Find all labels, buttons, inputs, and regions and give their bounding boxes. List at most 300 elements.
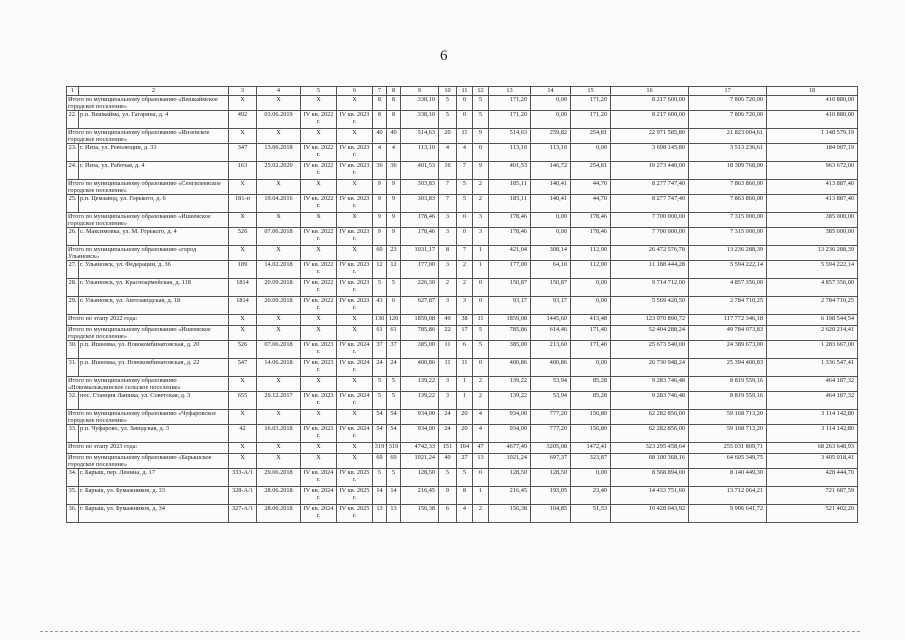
- row-number: 26.: [67, 228, 79, 246]
- address-cell: р.п. Вешкайма, ул. Гагарина, д. 4: [79, 111, 229, 129]
- value-cell-c8: 54: [387, 425, 401, 443]
- value-cell-c14: 0,00: [531, 111, 571, 129]
- resettle-plan-cell: X: [301, 246, 337, 261]
- value-cell-c13: 185,11: [489, 180, 531, 195]
- value-cell-c8: 9: [387, 180, 401, 195]
- doc-date-cell: 13.06.2018: [257, 144, 301, 162]
- doc-number-cell: 163: [229, 162, 257, 180]
- value-cell-c7: 37: [373, 341, 387, 359]
- value-cell-c15: 0,00: [571, 144, 611, 162]
- value-cell-c16: 8 217 600,00: [611, 96, 689, 111]
- value-cell-c16: 5 569 420,50: [611, 297, 689, 315]
- doc-number-cell: 526: [229, 228, 257, 246]
- resettle-plan-cell: IV кв. 2022 г.: [301, 297, 337, 315]
- subtotal-row: [67, 180, 858, 195]
- value-cell-c13: 785,86: [489, 326, 531, 341]
- value-cell-c8: 9: [387, 213, 401, 228]
- value-cell-c16: 26 730 948,24: [611, 359, 689, 377]
- value-cell-c12: 9: [473, 162, 489, 180]
- value-cell-c11: 17: [457, 326, 473, 341]
- value-cell-c9: 226,30: [401, 279, 439, 297]
- resettle-plan-cell: X: [301, 326, 337, 341]
- value-cell-c13: 401,53: [489, 162, 531, 180]
- value-cell-c16: 123 970 890,72: [611, 315, 689, 326]
- value-cell-c8: 6: [387, 297, 401, 315]
- value-cell-c9: 401,53: [401, 162, 439, 180]
- header-row: [67, 87, 858, 96]
- doc-number-cell: X: [229, 410, 257, 425]
- value-cell-c17: 7 315 000,00: [689, 228, 767, 246]
- value-cell-c10: 22: [439, 326, 457, 341]
- demolition-plan-cell: X: [337, 213, 373, 228]
- value-cell-c7: 60: [373, 246, 387, 261]
- resettle-plan-cell: X: [301, 180, 337, 195]
- row-number: 31.: [67, 359, 79, 377]
- value-cell-c8: 319: [387, 443, 401, 454]
- value-cell-c9: 934,00: [401, 410, 439, 425]
- value-cell-c17: 3 513 236,61: [689, 144, 767, 162]
- resettle-plan-cell: X: [301, 315, 337, 326]
- value-cell-c18: 410 880,00: [767, 96, 858, 111]
- value-cell-c18: 963 672,00: [767, 162, 858, 180]
- value-cell-c18: 1 336 547,41: [767, 359, 858, 377]
- value-cell-c18: 413 887,40: [767, 180, 858, 195]
- row-number: 35.: [67, 487, 79, 505]
- demolition-plan-cell: X: [337, 180, 373, 195]
- value-cell-c17: 7 315 000,00: [689, 213, 767, 228]
- value-cell-c15: 112,90: [571, 261, 611, 279]
- value-cell-c13: 171,20: [489, 96, 531, 111]
- value-cell-c17: 9 906 641,72: [689, 505, 767, 523]
- value-cell-c14: 777,20: [531, 410, 571, 425]
- table-row: [67, 228, 858, 246]
- demolition-plan-cell: IV кв. 2024 г.: [337, 341, 373, 359]
- value-cell-c16: 10 428 043,92: [611, 505, 689, 523]
- value-cell-c16: 3 698 145,80: [611, 144, 689, 162]
- value-cell-c8: 8: [387, 96, 401, 111]
- stage-total-row: [67, 443, 858, 454]
- doc-number-cell: 655: [229, 392, 257, 410]
- value-cell-c10: 3: [439, 297, 457, 315]
- value-cell-c17: 59 168 713,20: [689, 410, 767, 425]
- value-cell-c9: 627,87: [401, 297, 439, 315]
- value-cell-c14: 140,41: [531, 195, 571, 213]
- stage-total-row: [67, 315, 858, 326]
- doc-number-cell: X: [229, 443, 257, 454]
- table-row: [67, 297, 858, 315]
- value-cell-c18: 2 784 710,25: [767, 297, 858, 315]
- value-cell-c11: 11: [457, 129, 473, 144]
- demolition-plan-cell: IV кв. 2023 г.: [337, 297, 373, 315]
- value-cell-c15: 0,00: [571, 359, 611, 377]
- value-cell-c17: 25 394 400,83: [689, 359, 767, 377]
- value-cell-c9: 785,86: [401, 326, 439, 341]
- subtotal-row: [67, 246, 858, 261]
- value-cell-c14: 113,10: [531, 144, 571, 162]
- value-cell-c8: 40: [387, 129, 401, 144]
- value-cell-c10: 11: [439, 341, 457, 359]
- value-cell-c18: 464 187,32: [767, 377, 858, 392]
- value-cell-c15: 254,81: [571, 162, 611, 180]
- value-cell-c10: 6: [439, 505, 457, 523]
- value-cell-c13: 1021,24: [489, 454, 531, 469]
- value-cell-c15: 178,46: [571, 228, 611, 246]
- value-cell-c9: 1859,08: [401, 315, 439, 326]
- table-row: [67, 341, 858, 359]
- header-cell: 14: [531, 87, 571, 96]
- resettle-plan-cell: IV кв. 2024 г.: [301, 469, 337, 487]
- value-cell-c13: 514,63: [489, 129, 531, 144]
- resettle-plan-cell: X: [301, 213, 337, 228]
- value-cell-c7: 5: [373, 279, 387, 297]
- value-cell-c10: 151: [439, 443, 457, 454]
- value-cell-c16: 7 700 000,00: [611, 228, 689, 246]
- value-cell-c9: 178,46: [401, 213, 439, 228]
- value-cell-c17: 7 806 720,00: [689, 96, 767, 111]
- value-cell-c9: 385,00: [401, 341, 439, 359]
- value-cell-c7: 24: [373, 359, 387, 377]
- header-cell: 12: [473, 87, 489, 96]
- doc-number-cell: X: [229, 96, 257, 111]
- value-cell-c15: 23,40: [571, 487, 611, 505]
- value-cell-c10: 3: [439, 228, 457, 246]
- value-cell-c9: 156,38: [401, 505, 439, 523]
- value-cell-c15: 156,80: [571, 425, 611, 443]
- value-cell-c12: 13: [473, 454, 489, 469]
- doc-number-cell: 327-А/1: [229, 505, 257, 523]
- table-row: [67, 279, 858, 297]
- row-number: 34.: [67, 469, 79, 487]
- value-cell-c13: 178,46: [489, 213, 531, 228]
- subtotal-label: Итого по муниципальному образованию «Вешкаймское городское поселение»: [67, 96, 229, 111]
- value-cell-c12: 1: [473, 261, 489, 279]
- row-number: 32.: [67, 392, 79, 410]
- value-cell-c11: 5: [457, 195, 473, 213]
- value-cell-c7: 54: [373, 425, 387, 443]
- value-cell-c11: 7: [457, 246, 473, 261]
- value-cell-c10: 3: [439, 261, 457, 279]
- doc-number-cell: 526: [229, 341, 257, 359]
- doc-number-cell: 492: [229, 111, 257, 129]
- value-cell-c7: 14: [373, 487, 387, 505]
- doc-number-cell: 189: [229, 261, 257, 279]
- value-cell-c7: 40: [373, 129, 387, 144]
- value-cell-c16: 25 673 540,00: [611, 341, 689, 359]
- value-cell-c15: 44,70: [571, 180, 611, 195]
- doc-date-cell: 14.06.2018: [257, 359, 301, 377]
- demolition-plan-cell: X: [337, 443, 373, 454]
- header-cell: 10: [439, 87, 457, 96]
- row-number: 30.: [67, 341, 79, 359]
- value-cell-c8: 23: [387, 246, 401, 261]
- header-cell: 4: [257, 87, 301, 96]
- subtotal-label: Итого по муниципальному образованию «Барышское городское поселение»: [67, 454, 229, 469]
- header-cell: 17: [689, 87, 767, 96]
- value-cell-c17: 5 594 222,14: [689, 261, 767, 279]
- doc-date-cell: 14.02.2018: [257, 261, 301, 279]
- value-cell-c13: 150,87: [489, 279, 531, 297]
- value-cell-c14: 1445,60: [531, 315, 571, 326]
- value-cell-c12: 1: [473, 487, 489, 505]
- doc-number-cell: 347: [229, 144, 257, 162]
- value-cell-c12: 0: [473, 359, 489, 377]
- address-cell: пос. Станция Лаишка, ул. Советская, д. 3: [79, 392, 229, 410]
- doc-number-cell: X: [229, 326, 257, 341]
- value-cell-c7: 12: [373, 261, 387, 279]
- value-cell-c10: 3: [439, 213, 457, 228]
- value-cell-c14: 697,37: [531, 454, 571, 469]
- value-cell-c18: 3 114 142,80: [767, 410, 858, 425]
- demolition-plan-cell: IV кв. 2023 г.: [337, 195, 373, 213]
- resettle-plan-cell: IV кв. 2023 г.: [301, 392, 337, 410]
- value-cell-c14: 777,20: [531, 425, 571, 443]
- value-cell-c18: 68 263 648,93: [767, 443, 858, 454]
- value-cell-c12: 4: [473, 410, 489, 425]
- value-cell-c10: 7: [439, 180, 457, 195]
- row-number: 27.: [67, 261, 79, 279]
- demolition-plan-cell: X: [337, 96, 373, 111]
- housing-program-table: [66, 86, 858, 523]
- value-cell-c16: 9 283 746,48: [611, 377, 689, 392]
- resettle-plan-cell: X: [301, 96, 337, 111]
- value-cell-c16: 323 295 458,64: [611, 443, 689, 454]
- value-cell-c8: 4: [387, 144, 401, 162]
- value-cell-c17: 8 819 559,16: [689, 377, 767, 392]
- value-cell-c12: 0: [473, 469, 489, 487]
- doc-number-cell: 547: [229, 359, 257, 377]
- demolition-plan-cell: IV кв. 2023 г.: [337, 111, 373, 129]
- value-cell-c15: 171,20: [571, 96, 611, 111]
- value-cell-c10: 5: [439, 111, 457, 129]
- value-cell-c8: 5: [387, 377, 401, 392]
- value-cell-c13: 216,45: [489, 487, 531, 505]
- value-cell-c16: 68 100 368,16: [611, 454, 689, 469]
- value-cell-c9: 514,63: [401, 129, 439, 144]
- value-cell-c13: 934,00: [489, 410, 531, 425]
- demolition-plan-cell: IV кв. 2025 г.: [337, 487, 373, 505]
- value-cell-c14: 193,05: [531, 487, 571, 505]
- value-cell-c18: 413 887,40: [767, 195, 858, 213]
- value-cell-c11: 8: [457, 487, 473, 505]
- value-cell-c12: 3: [473, 213, 489, 228]
- row-number: 28.: [67, 279, 79, 297]
- value-cell-c17: 7 863 860,00: [689, 195, 767, 213]
- value-cell-c7: 319: [373, 443, 387, 454]
- value-cell-c10: 9: [439, 487, 457, 505]
- subtotal-label: Итого по муниципальному образованию «Чуфаровское городское поселение»: [67, 410, 229, 425]
- table-row: [67, 425, 858, 443]
- value-cell-c18: 721 687,59: [767, 487, 858, 505]
- value-cell-c7: 36: [373, 162, 387, 180]
- doc-date-cell: X: [257, 213, 301, 228]
- value-cell-c8: 37: [387, 341, 401, 359]
- doc-date-cell: 16.03.2018: [257, 425, 301, 443]
- subtotal-label: Итого по муниципальному образованию «Новомалыклинское сельское поселение»: [67, 377, 229, 392]
- value-cell-c15: 178,46: [571, 213, 611, 228]
- value-cell-c18: 13 236 288,39: [767, 246, 858, 261]
- doc-date-cell: 19.04.2016: [257, 195, 301, 213]
- table-row: [67, 195, 858, 213]
- value-cell-c7: 43: [373, 297, 387, 315]
- value-cell-c14: 93,17: [531, 297, 571, 315]
- resettle-plan-cell: IV кв. 2022 г.: [301, 279, 337, 297]
- address-cell: г. Инза, ул. Рабочая, д. 4: [79, 162, 229, 180]
- value-cell-c13: 171,20: [489, 111, 531, 129]
- value-cell-c11: 1: [457, 392, 473, 410]
- value-cell-c9: 216,45: [401, 487, 439, 505]
- value-cell-c18: 410 880,00: [767, 111, 858, 129]
- value-cell-c10: 24: [439, 425, 457, 443]
- value-cell-c14: 308,14: [531, 246, 571, 261]
- value-cell-c7: 9: [373, 228, 387, 246]
- resettle-plan-cell: IV кв. 2022 г.: [301, 162, 337, 180]
- value-cell-c9: 1031,17: [401, 246, 439, 261]
- value-cell-c17: 7 806 720,00: [689, 111, 767, 129]
- value-cell-c12: 2: [473, 392, 489, 410]
- value-cell-c12: 2: [473, 377, 489, 392]
- page-bottom-edge: [40, 631, 860, 632]
- table-row: [67, 469, 858, 487]
- value-cell-c9: 128,50: [401, 469, 439, 487]
- value-cell-c16: 8 277 747,40: [611, 180, 689, 195]
- value-cell-c16: 62 282 856,00: [611, 410, 689, 425]
- resettle-plan-cell: IV кв. 2022 г.: [301, 261, 337, 279]
- value-cell-c14: 400,86: [531, 359, 571, 377]
- resettle-plan-cell: IV кв. 2022 г.: [301, 228, 337, 246]
- subtotal-label: Итого по муниципальному образованию «Сенгилеевское городское поселение»: [67, 180, 229, 195]
- value-cell-c8: 9: [387, 228, 401, 246]
- demolition-plan-cell: IV кв. 2024 г.: [337, 359, 373, 377]
- demolition-plan-cell: X: [337, 410, 373, 425]
- doc-date-cell: 20.09.2018: [257, 279, 301, 297]
- resettle-plan-cell: X: [301, 443, 337, 454]
- header-cell: 1: [67, 87, 79, 96]
- value-cell-c15: 413,48: [571, 315, 611, 326]
- value-cell-c7: 5: [373, 469, 387, 487]
- value-cell-c13: 421,04: [489, 246, 531, 261]
- value-cell-c14: 0,00: [531, 228, 571, 246]
- doc-date-cell: 07.06.2018: [257, 341, 301, 359]
- value-cell-c13: 139,22: [489, 392, 531, 410]
- value-cell-c17: 24 389 673,00: [689, 341, 767, 359]
- demolition-plan-cell: X: [337, 315, 373, 326]
- subtotal-label: Итого по муниципальному образованию «город Ульяновск»: [67, 246, 229, 261]
- value-cell-c11: 5: [457, 180, 473, 195]
- subtotal-row: [67, 454, 858, 469]
- value-cell-c12: 2: [473, 195, 489, 213]
- value-cell-c7: 54: [373, 410, 387, 425]
- demolition-plan-cell: X: [337, 246, 373, 261]
- address-cell: р.п. Чуфарово, ул. Заводская, д. 3: [79, 425, 229, 443]
- value-cell-c11: 4: [457, 144, 473, 162]
- value-cell-c8: 120: [387, 315, 401, 326]
- value-cell-c16: 7 700 000,00: [611, 213, 689, 228]
- value-cell-c12: 2: [473, 180, 489, 195]
- value-cell-c15: 156,80: [571, 410, 611, 425]
- value-cell-c9: 113,10: [401, 144, 439, 162]
- value-cell-c18: 6 198 544,54: [767, 315, 858, 326]
- value-cell-c11: 1: [457, 377, 473, 392]
- value-cell-c8: 9: [387, 195, 401, 213]
- demolition-plan-cell: X: [337, 377, 373, 392]
- doc-date-cell: X: [257, 96, 301, 111]
- subtotal-label: Итого по муниципальному образованию «Инзенское городское поселение»: [67, 129, 229, 144]
- value-cell-c16: 9 283 746,48: [611, 392, 689, 410]
- value-cell-c8: 36: [387, 162, 401, 180]
- value-cell-c14: 259,82: [531, 129, 571, 144]
- value-cell-c11: 38: [457, 315, 473, 326]
- doc-number-cell: 181-п: [229, 195, 257, 213]
- value-cell-c14: 146,72: [531, 162, 571, 180]
- demolition-plan-cell: IV кв. 2024 г.: [337, 392, 373, 410]
- doc-date-cell: X: [257, 246, 301, 261]
- doc-number-cell: X: [229, 129, 257, 144]
- address-cell: г. Ульяновск, ул. Красноармейская, д. 118: [79, 279, 229, 297]
- value-cell-c9: 338,10: [401, 96, 439, 111]
- demolition-plan-cell: X: [337, 454, 373, 469]
- value-cell-c15: 323,87: [571, 454, 611, 469]
- value-cell-c9: 139,22: [401, 377, 439, 392]
- value-cell-c7: 9: [373, 213, 387, 228]
- demolition-plan-cell: X: [337, 326, 373, 341]
- value-cell-c15: 112,90: [571, 246, 611, 261]
- value-cell-c18: 1 283 667,00: [767, 341, 858, 359]
- value-cell-c17: 18 309 768,00: [689, 162, 767, 180]
- value-cell-c8: 69: [387, 454, 401, 469]
- value-cell-c11: 0: [457, 96, 473, 111]
- value-cell-c14: 104,85: [531, 505, 571, 523]
- value-cell-c18: 385 000,00: [767, 228, 858, 246]
- doc-number-cell: X: [229, 377, 257, 392]
- value-cell-c18: 464 187,32: [767, 392, 858, 410]
- value-cell-c16: 62 282 856,00: [611, 425, 689, 443]
- row-number: 23.: [67, 144, 79, 162]
- doc-date-cell: X: [257, 180, 301, 195]
- value-cell-c17: 8 140 449,30: [689, 469, 767, 487]
- value-cell-c15: 0,00: [571, 469, 611, 487]
- header-cell: 9: [401, 87, 439, 96]
- doc-date-cell: X: [257, 129, 301, 144]
- resettle-plan-cell: IV кв. 2024 г.: [301, 505, 337, 523]
- doc-date-cell: 29.12.2017: [257, 392, 301, 410]
- table-row: [67, 162, 858, 180]
- demolition-plan-cell: IV кв. 2023 г.: [337, 228, 373, 246]
- resettle-plan-cell: IV кв. 2022 г.: [301, 111, 337, 129]
- value-cell-c11: 0: [457, 111, 473, 129]
- header-cell: 16: [611, 87, 689, 96]
- doc-number-cell: X: [229, 180, 257, 195]
- value-cell-c17: 7 863 860,00: [689, 180, 767, 195]
- value-cell-c10: 11: [439, 359, 457, 377]
- address-cell: г. Барыш, пер. Ленина, д. 17: [79, 469, 229, 487]
- value-cell-c12: 0: [473, 144, 489, 162]
- value-cell-c10: 24: [439, 410, 457, 425]
- header-cell: 7: [373, 87, 387, 96]
- value-cell-c17: 64 695 349,75: [689, 454, 767, 469]
- value-cell-c17: 255 031 809,71: [689, 443, 767, 454]
- doc-number-cell: 328-А/1: [229, 487, 257, 505]
- resettle-plan-cell: X: [301, 129, 337, 144]
- header-cell: 3: [229, 87, 257, 96]
- table-row: [67, 261, 858, 279]
- value-cell-c16: 8 277 747,40: [611, 195, 689, 213]
- resettle-plan-cell: IV кв. 2023 г.: [301, 359, 337, 377]
- value-cell-c12: 5: [473, 96, 489, 111]
- value-cell-c15: 1472,41: [571, 443, 611, 454]
- value-cell-c18: 3 405 018,41: [767, 454, 858, 469]
- doc-number-cell: X: [229, 454, 257, 469]
- value-cell-c14: 64,10: [531, 261, 571, 279]
